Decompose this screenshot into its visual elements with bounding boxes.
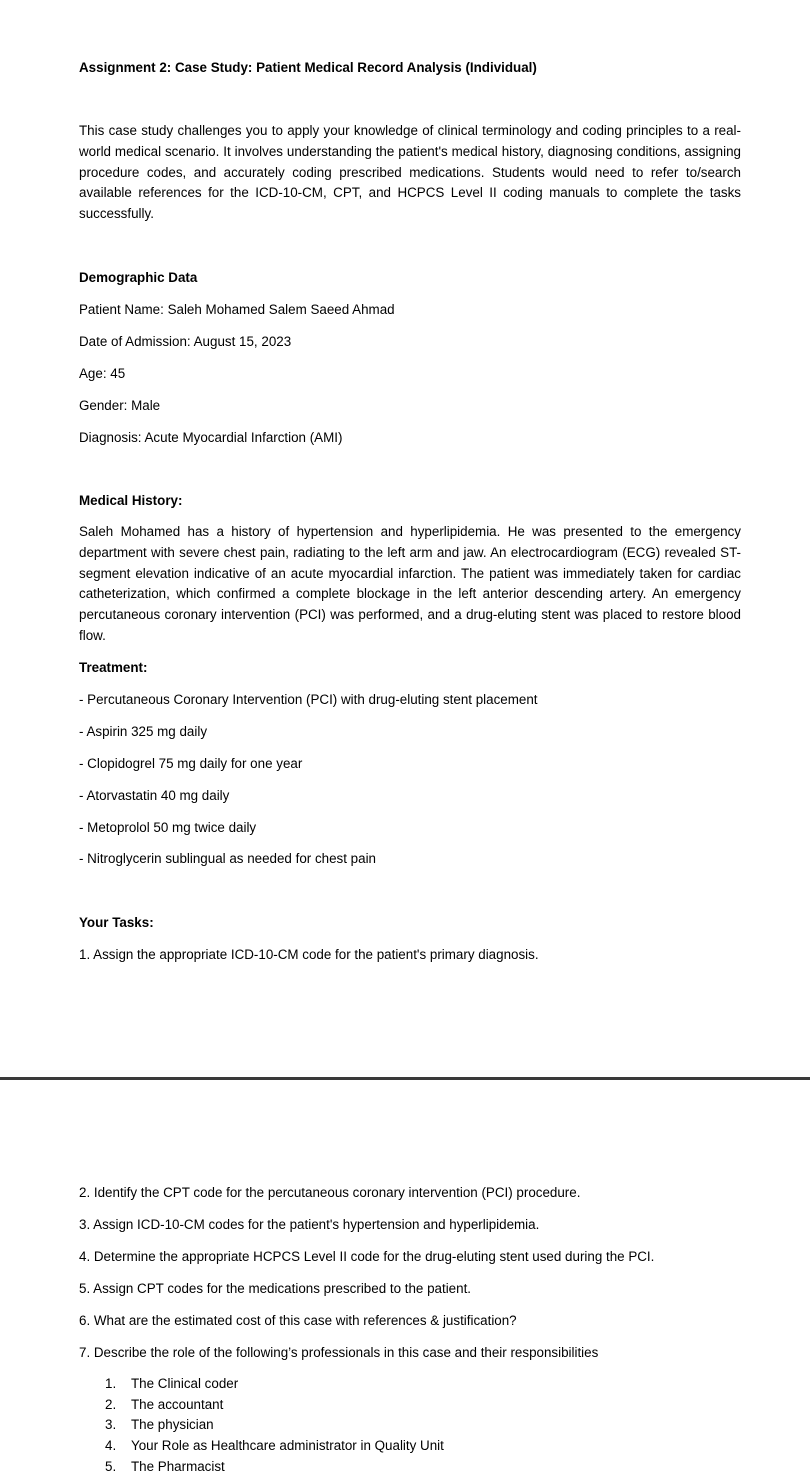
task-item: 5. Assign CPT codes for the medications prescribed to the patient.	[79, 1281, 472, 1296]
role-item	[79, 1457, 444, 1478]
history-paragraph: Saleh Mohamed has a history of hypertension and hyperlipidemia. He was presented to the emergency department with severe chest pain, radiating to the left arm and jaw. An electrocardiogram (ECG) revealed ST-segment elevation indicative of an acute myocardial infarction. The patient was immediately taken for cardiac catheterization, which confirmed a complete blockage in the left anterior descending artery. An emergency percutaneous coronary intervention (PCI) was performed, and a drug-eluting stent was placed to restore blood flow.	[79, 524, 741, 643]
tasks-heading: Your Tasks:	[79, 915, 154, 930]
task-item: 6. What are the estimated cost of this case with references & justification?	[79, 1313, 517, 1328]
task-item: 1. Assign the appropriate ICD-10-CM code for the patient's primary diagnosis.	[79, 947, 539, 962]
assignment-title: Assignment 2: Case Study: Patient Medical Record Analysis (Individual)	[79, 60, 537, 75]
admission-date: Date of Admission: August 15, 2023	[79, 334, 292, 349]
role-number: 5.	[105, 1458, 117, 1474]
role-label: Your Role as Healthcare administrator in Quality Unit	[131, 1438, 444, 1454]
roles-list	[79, 1374, 444, 1477]
task-item: 2. Identify the CPT code for the percutaneous coronary intervention (PCI) procedure.	[79, 1185, 581, 1200]
patient-diagnosis: Diagnosis: Acute Myocardial Infarction (AMI)	[79, 430, 343, 445]
treatment-item: - Percutaneous Coronary Intervention (PCI) with drug-eluting stent placement	[79, 692, 538, 707]
page-break-divider	[0, 1077, 810, 1080]
role-number: 3.	[105, 1417, 117, 1433]
role-item	[79, 1374, 444, 1395]
role-number: 2.	[105, 1396, 117, 1412]
intro-paragraph: This case study challenges you to apply your knowledge of clinical terminology and coding principles to a real-world medical scenario. It involves understanding the patient's medical history, diagnosing conditions, assigning procedure codes, and accurately coding prescribed medications. Students would need to refer to/search available references for the ICD-10-CM, CPT, and HCPCS Level II coding manuals to complete the tasks successfully.	[79, 123, 741, 222]
treatment-item: - Nitroglycerin sublingual as needed for chest pain	[79, 851, 376, 866]
task-item: 7. Describe the role of the following’s professionals in this case and their responsibilities	[79, 1345, 599, 1360]
treatment-item: - Aspirin 325 mg daily	[79, 724, 208, 739]
role-item	[79, 1436, 444, 1457]
role-label: The Pharmacist	[131, 1458, 225, 1474]
role-label: The accountant	[131, 1396, 224, 1412]
role-label: The Clinical coder	[131, 1376, 239, 1391]
role-number: 4.	[105, 1438, 117, 1454]
role-number: 1.	[105, 1376, 117, 1391]
patient-age: Age: 45	[79, 366, 126, 381]
role-item	[79, 1395, 444, 1416]
treatment-item: - Metoprolol 50 mg twice daily	[79, 820, 257, 835]
treatment-heading: Treatment:	[79, 660, 148, 675]
treatment-item: - Atorvastatin 40 mg daily	[79, 788, 230, 803]
role-item	[79, 1415, 444, 1436]
role-label: The physician	[131, 1417, 214, 1433]
task-item: 4. Determine the appropriate HCPCS Level II code for the drug-eluting stent used during the PCI.	[79, 1249, 655, 1264]
history-heading: Medical History:	[79, 493, 183, 508]
demographic-heading: Demographic Data	[79, 270, 198, 285]
patient-gender: Gender: Male	[79, 398, 161, 413]
treatment-item: - Clopidogrel 75 mg daily for one year	[79, 756, 303, 771]
patient-name: Patient Name: Saleh Mohamed Salem Saeed Ahmad	[79, 302, 395, 317]
task-item: 3. Assign ICD-10-CM codes for the patient's hypertension and hyperlipidemia.	[79, 1217, 540, 1232]
